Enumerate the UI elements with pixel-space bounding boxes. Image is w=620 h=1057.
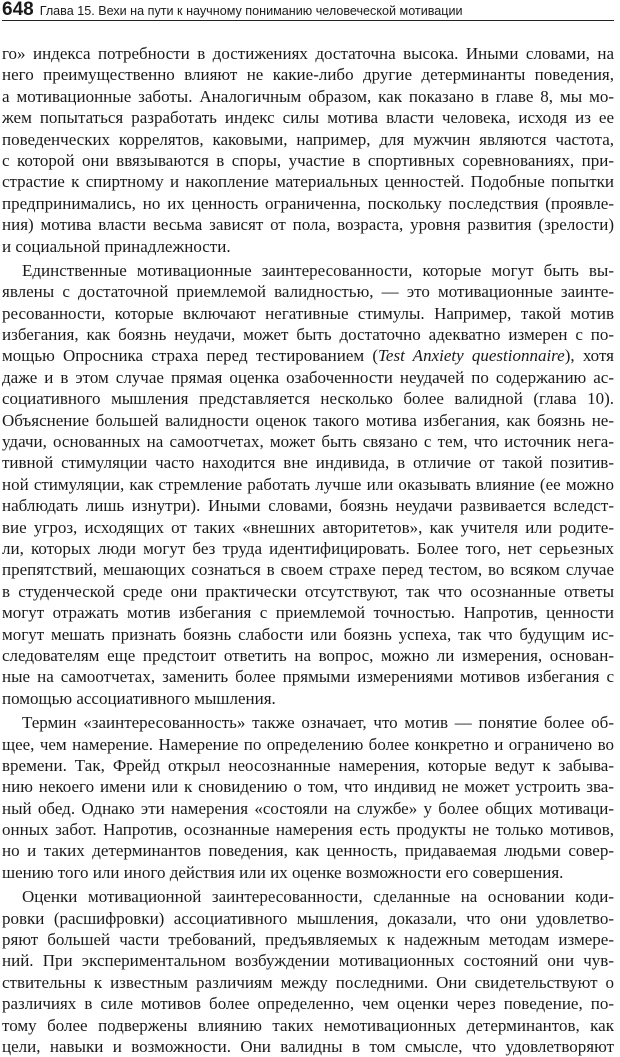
running-title: Глава 15. Вехи на пути к научному пониманию человеческой мотивации: [39, 4, 463, 18]
text-line: предпринимались, но их ценность ограниченна, поскольку последствия (проявле-: [2, 193, 614, 213]
text-line: цели, навыки и возможности. Они валидны в том смысле, что удовлетворяют: [2, 1036, 614, 1056]
text-line: препятствий, мешающих сознаться в своем страхе перед тестом, во всяком случае: [2, 560, 614, 580]
text-line: нию некоего имени или к сновидению о том, что индивид не может устроить зва-: [2, 777, 614, 797]
text-line: следователям еще предстоит ответить на вопрос, можно ли измерения, основан-: [2, 645, 614, 665]
text-line: Объяснение большей валидности оценок такого мотива избегания, как боязнь не-: [2, 410, 614, 430]
text-line: тому более подвержены влиянию таких немотивационных детерминантов, как: [2, 1015, 614, 1035]
text-line: щее, чем намерение. Намерение по определению более конкретно и ограничено во: [2, 734, 614, 754]
paragraph-4: [2, 886, 614, 1057]
text-line: Термин «заинтересованность» также означает, что мотив — понятие более об-: [22, 713, 614, 733]
body-text: [2, 43, 614, 1057]
text-line: ный обед. Однако эти намерения «состояли на службе» у более общих мотиваци-: [2, 798, 614, 818]
text-line: могут мешать признать боязнь слабости или боязнь успеха, так что будущим ис-: [2, 624, 614, 644]
paragraph-2: [2, 260, 614, 709]
text-line: ствительны к известным различиям между последними. Они свидетельствуют о: [2, 972, 614, 992]
text-line: жем попытаться разработать индекс силы мотива власти человека, исходя из ее: [2, 108, 614, 128]
text-line: ресованности, которые включают негативные стимулы. Например, такой мотив: [2, 303, 614, 323]
text-line: явлены с достаточной приемлемой валидностью, — это мотивационные заинте-: [2, 282, 614, 302]
running-header: [2, 0, 614, 21]
text-line: социативного мышления представляется несколько более валидной (глава 10).: [2, 389, 614, 409]
text-line: вие угроз, исходящих от таких «внешних авторитетов», как учителя или родите-: [2, 517, 614, 537]
paragraph-1: [2, 43, 614, 257]
text-line: времени. Так, Фрейд открыл неосознанные намерения, которые ведут к забыва-: [2, 755, 614, 775]
text-line: различиях в силе мотивов более определенно, чем оценки через поведение, по-: [2, 994, 614, 1014]
text-line: ряют большей части требований, предъявляемых к надежным методам измере-: [2, 930, 614, 950]
text-line: Оценки мотивационной заинтересованности, сделанные на основании коди-: [22, 887, 614, 907]
text-line: страстие к спиртному и накопление материальных ценностей. Подобные попытки: [2, 172, 614, 192]
text-fragment: ), хотя: [564, 346, 614, 366]
text-line: ной стимуляции, как стремление работать лучше или оказывать влияние (ее можно: [2, 474, 614, 494]
page-number: 648: [2, 0, 34, 20]
text-line: с которой они ввязываются в споры, участие в спортивных соревнованиях, при-: [2, 150, 614, 170]
text-line: него преимущественно влияют не какие-либо другие детерминанты поведения,: [2, 65, 614, 85]
text-line-with-italic: [2, 345, 614, 366]
text-line: Единственные мотивационные заинтересованности, которые могут быть вы-: [22, 260, 614, 280]
italic-title: Test Anxiety questionnaire: [378, 346, 565, 366]
text-line: ные на самоотчетах, заменить более прямыми измерениями мотивов избегания с: [2, 667, 614, 687]
text-line: поведенческих коррелятов, каковыми, например, для мужчин являются частота,: [2, 129, 614, 149]
text-line: избегания, как боязнь неудачи, может быть достаточно адекватно измерен с по-: [2, 325, 614, 345]
text-line: онных забот. Напротив, осознанные намерения есть продукты не только мотивов,: [2, 820, 614, 840]
text-line: помощью ассоциативного мышления.: [2, 688, 276, 708]
text-line: удачи, основанных на самоотчетах, может быть связано с тем, что источник нега-: [2, 432, 614, 452]
text-line: в студенческой среде они практически отсутствуют, так что осознанные ответы: [2, 581, 614, 601]
text-line: даже и в этом случае прямая оценка озабоченности неудачей по содержанию ас-: [2, 367, 614, 387]
text-line: ли, которых люди могут без труда идентифицировать. Более того, нет серьезных: [2, 538, 614, 558]
text-line: тивной стимуляции часто находится вне индивида, в отличие от такой позитив-: [2, 453, 614, 473]
text-line: го» индекса потребности в достижениях достаточна высока. Иными словами, на: [2, 44, 614, 63]
paragraph-3: [2, 712, 614, 883]
text-line: ний. При экспериментальном возбуждении мотивационных состояний они чув-: [2, 951, 614, 971]
text-line: и социальной принадлежности.: [2, 236, 231, 256]
text-fragment: мощью Опросника страха перед тестированием (: [2, 346, 379, 366]
text-line: наблюдать лишь изнутри). Иными словами, боязнь неудачи развивается вследст-: [2, 496, 614, 516]
text-line: ровки (расшифровки) ассоциативного мышления, доказали, что они удовлетво-: [2, 908, 614, 928]
text-line: ния) мотива власти весьма зависят от пола, возраста, уровня развития (зрелости): [2, 215, 614, 235]
text-line: могут отражать мотив избегания с приемлемой точностью. Напротив, ценности: [2, 603, 614, 623]
text-line: но и таких детерминантов поведения, как ценность, придаваемая людьми совер-: [2, 841, 614, 861]
text-line: шению того или иного действия или их оценке возможности его совершения.: [2, 862, 564, 882]
text-line: а мотивационные заботы. Аналогичным образом, как показано в главе 8, мы мо-: [2, 86, 614, 106]
